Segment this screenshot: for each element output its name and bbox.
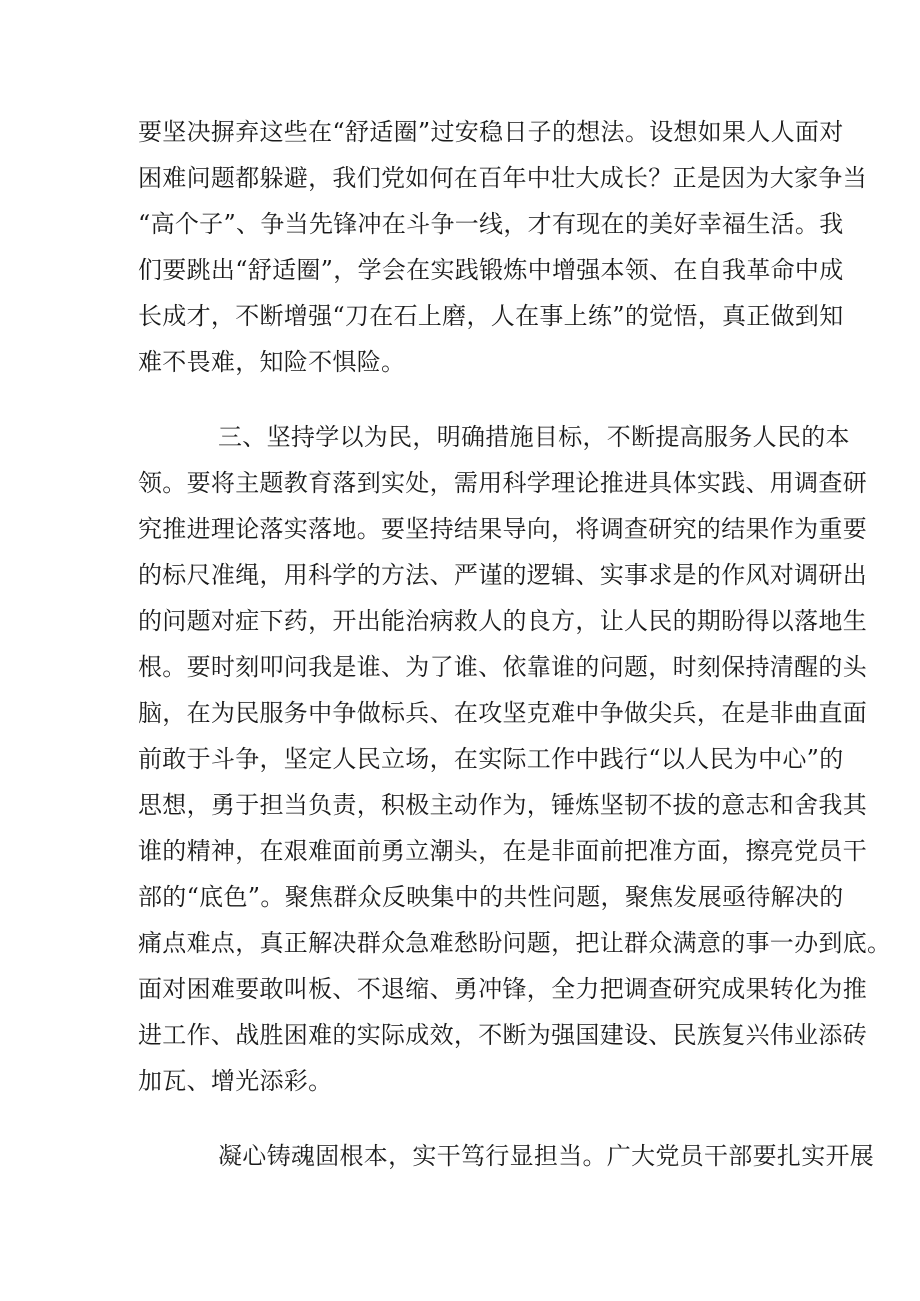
text-line: 凝心铸魂固根本，实干笃行显担当。广大党员干部要扎实开展 (218, 1142, 875, 1170)
text-line: 谁的精神，在艰难面前勇立潮头，在是非面前把准方面，擦亮党员干 (138, 837, 867, 865)
text-line: 进工作、战胜困难的实际成效，不断为强国建设、民族复兴伟业添砖 (138, 1021, 867, 1049)
text-line: 面对困难要敢叫板、不退缩、勇冲锋，全力把调查研究成果转化为推 (138, 975, 867, 1003)
text-line: “高个子”、争当先锋冲在斗争一线，才有现在的美好幸福生活。我 (138, 210, 844, 238)
text-line: 领。要将主题教育落到实处，需用科学理论推进具体实践、用调查研 (138, 469, 867, 497)
text-line: 加瓦、增光添彩。 (138, 1067, 333, 1095)
text-line: 前敢于斗争，坚定人民立场，在实际工作中践行“以人民为中心”的 (138, 745, 844, 773)
text-line: 思想，勇于担当负责，积极主动作为，锤炼坚韧不拔的意志和舍我其 (138, 791, 867, 819)
section-heading-line: 三、坚持学以为民，明确措施目标，不断提高服务人民的本 (218, 423, 850, 451)
text-line: 的标尺准绳，用科学的方法、严谨的逻辑、实事求是的作风对调研出 (138, 561, 867, 589)
text-line: 难不畏难，知险不惧险。 (138, 348, 406, 376)
text-line: 的问题对症下药，开出能治病救人的良方，让人民的期盼得以落地生 (138, 607, 867, 635)
text-line: 根。要时刻叩问我是谁、为了谁、依靠谁的问题，时刻保持清醒的头 (138, 653, 867, 681)
text-line: 脑，在为民服务中争做标兵、在攻坚克难中争做尖兵，在是非曲直面 (138, 699, 867, 727)
text-line: 长成才，不断增强“刀在石上磨，人在事上练”的觉悟，真正做到知 (138, 302, 844, 330)
text-line: 要坚决摒弃这些在“舒适圈”过安稳日子的想法。设想如果人人面对 (138, 118, 844, 146)
text-line: 部的“底色”。聚焦群众反映集中的共性问题，聚焦发展亟待解决的 (138, 883, 844, 911)
text-line: 究推进理论落实落地。要坚持结果导向，将调查研究的结果作为重要 (138, 515, 867, 543)
text-line: 们要跳出“舒适圈”，学会在实践锻炼中增强本领、在自我革命中成 (138, 256, 844, 284)
text-line: 困难问题都躲避，我们党如何在百年中壮大成长？正是因为大家争当 (138, 164, 867, 192)
text-line: 痛点难点，真正解决群众急难愁盼问题，把让群众满意的事一办到底。 (138, 929, 892, 957)
